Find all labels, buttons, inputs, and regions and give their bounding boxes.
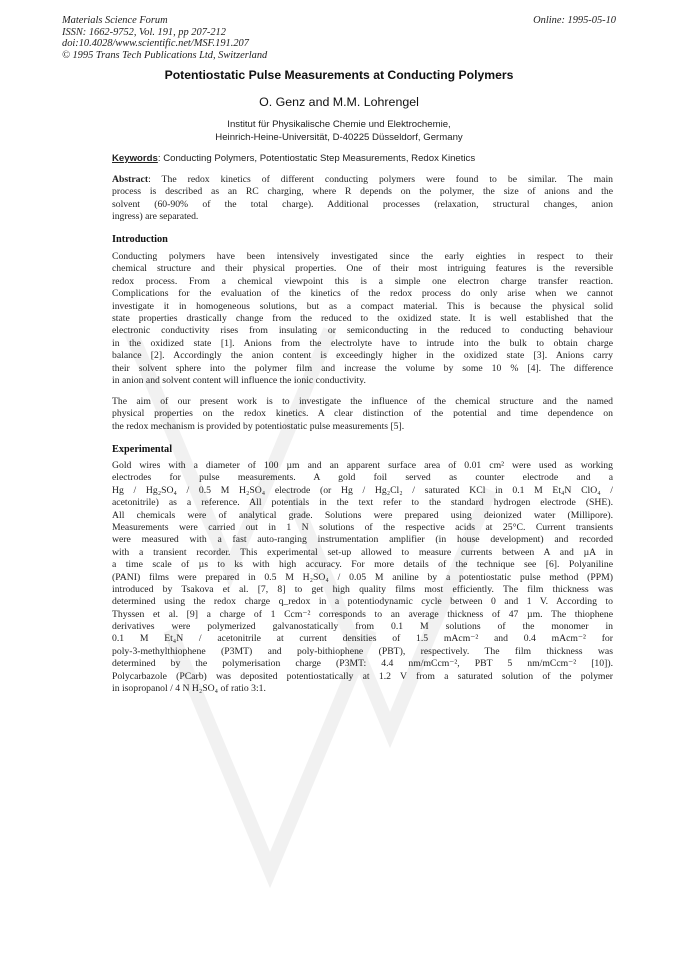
keywords-text: : Conducting Polymers, Potentiostatic Step Measurements, Redox Kinetics — [157, 153, 476, 164]
text-line: balance [2]. Accordingly the anion content is exceedingly higher in the oxidized state [3]. Anions carry — [112, 350, 613, 362]
online-date: Online: 1995-05-10 — [533, 15, 616, 26]
affiliation-line: Heinrich-Heine-Universität, D-40225 Düsseldorf, Germany — [215, 132, 463, 143]
text-line: in the oxidized state [1]. Anions from the electrolyte have to intrude into the bulk to obtain charge — [112, 337, 613, 349]
text-line: determined by the polymerisation charge (P3MT: 4.4 nm/mCcm⁻², PBT 5 nm/mCcm⁻² [10]). — [112, 658, 613, 670]
text-line: state properties drastically change from the reduced to the oxidized state. It is well established that the — [112, 312, 613, 324]
text-line: the redox mechanism is provided by potentiostatic pulse measurements [5]. — [112, 420, 405, 432]
text-line: investigate it in homogeneous solutions, but as a compact material. This is because the physical solid — [112, 300, 613, 312]
text-line: ingress) are separated. — [112, 211, 199, 223]
text-line: Hg / Hg₂SO₄ / 0.5 M H₂SO₄ electrode (or Hg / Hg₂Cl₂ / saturated KCl in 0.1 M Et₄N ClO₄ / — [112, 484, 613, 496]
text-line: introduced by Tsakova et al. [7, 8] to get high quality films most efficiently. The film thickness was — [112, 583, 613, 595]
affiliation — [0, 118, 678, 144]
issn-line: ISSN: 1662-9752, Vol. 191, pp 207-212 — [62, 26, 226, 38]
text-line: Complications for the evaluation of the kinetics of the redox process do only arise when we cannot — [112, 288, 613, 300]
text-line: The aim of our present work is to investigate the influence of the chemical structure and the named — [112, 396, 613, 407]
text-line: solvent (60-90% of the total charge). Additional processes (relaxation, structural changes, anion — [112, 198, 613, 210]
text-line: electrodes for pulse measurements. A gold foil served as counter electrode and a — [112, 472, 613, 484]
doi-line: doi:10.4028/www.scientific.net/MSF.191.207 — [62, 38, 249, 50]
text-line: (PANI) films were prepared in 0.5 M H₂SO₄ / 0.05 M aniline by a potentiostatic pulse method (PPM) — [112, 571, 613, 583]
paper-title: Potentiostatic Pulse Measurements at Conducting Polymers — [164, 68, 514, 82]
text-line: 0.1 M Et₄N / acetonitrile at current densities of 1.5 mAcm⁻² and 0.4 mAcm⁻² for — [112, 633, 613, 645]
abstract-label: Abstract — [112, 174, 149, 185]
copyright-line: © 1995 Trans Tech Publications Ltd, Switzerland — [62, 49, 268, 61]
journal-name: Materials Science Forum — [62, 15, 168, 26]
text-line: Thyssen et al. [9] a charge of 1 Ccm⁻² corresponds to an average thickness of 47 µm. The thiophene — [112, 608, 613, 620]
text-line: their solvent sphere into the polymer film and increase the volume by some 10 % [4]. The difference — [112, 362, 613, 374]
text-line: redox process. From a chemical viewpoint this is a simple one electron charge transfer reaction. — [112, 275, 613, 287]
experimental-heading: Experimental — [112, 444, 173, 455]
text-line: physical properties on the redox kinetics. A clear distinction of the potential and time dependence on — [112, 408, 613, 420]
keywords — [112, 153, 475, 164]
text-line: acetonitrile) as a reference. All potentials in the text refer to the standard hydrogen electrode (SHE). — [112, 497, 613, 509]
text-line: with a transient recorder. This experimental set-up allowed to measure currents between A and µA in — [112, 546, 613, 558]
text-line: were measured with a fast auto-ranging instrumentation amplifier (in house development) and recorded — [112, 534, 613, 546]
text-line: chemical structure and their physical properties. One of their most intriguing features is the reversible — [112, 263, 613, 275]
text-line: All chemicals were of analytical grade. Solutions were prepared using deionized water (Millipore). — [112, 509, 613, 521]
introduction-paragraph — [112, 396, 613, 433]
affiliation-line: Institut für Physikalische Chemie und Elektrochemie, — [227, 119, 451, 130]
introduction-paragraph — [112, 251, 613, 387]
text-line: electronic conductivity rises from insulating or semiconducting in the reduced to conducting behaviour — [112, 325, 613, 337]
introduction-heading: Introduction — [112, 234, 168, 245]
text-line: Abstract: The redox kinetics of different conducting polymers were found to be similar. The main — [112, 174, 613, 185]
abstract — [112, 174, 613, 224]
text-line: poly-3-methylthiophene (P3MT) and poly-bithiophene (PBT), respectively. The film thickness was — [112, 645, 613, 657]
keywords-label: Keywords — [112, 153, 158, 164]
text-line: Conducting polymers have been intensively investigated since the early eighties in respect to their — [112, 251, 613, 262]
journal-header — [62, 15, 267, 61]
paper-authors: O. Genz and M.M. Lohrengel — [259, 95, 419, 109]
experimental-paragraph — [112, 460, 613, 695]
text-line: Measurements were carried out in 1 N solutions of the respective acids at 25°C. Current transients — [112, 521, 613, 533]
text-line: process is described as an RC charging, where R depends on the polymer, the size of anions and the — [112, 186, 613, 198]
text-line: in anion and solvent content will influence the ionic conductivity. — [112, 374, 366, 386]
text-line: a time scale of µs to ks with high accuracy. For more details of the technique see [6]. Polyaniline — [112, 559, 613, 571]
text-line: in isopropanol / 4 N H₂SO₄ of ratio 3:1. — [112, 683, 266, 695]
text-line: Polycarbazole (PCarb) was deposited potentiostatically at 1.2 V from a saturated solution of the polymer — [112, 670, 613, 682]
text-line: determined using the redox charge q_redox in a potentiodynamic cycle between 0 and 1 V. According to — [112, 596, 613, 608]
text-line: Gold wires with a diameter of 100 µm and an apparent surface area of 0.01 cm² were used as working — [112, 460, 613, 471]
text-line: derivatives were polymerized galvanostatically from 0.1 M solutions of the monomer in — [112, 621, 613, 633]
